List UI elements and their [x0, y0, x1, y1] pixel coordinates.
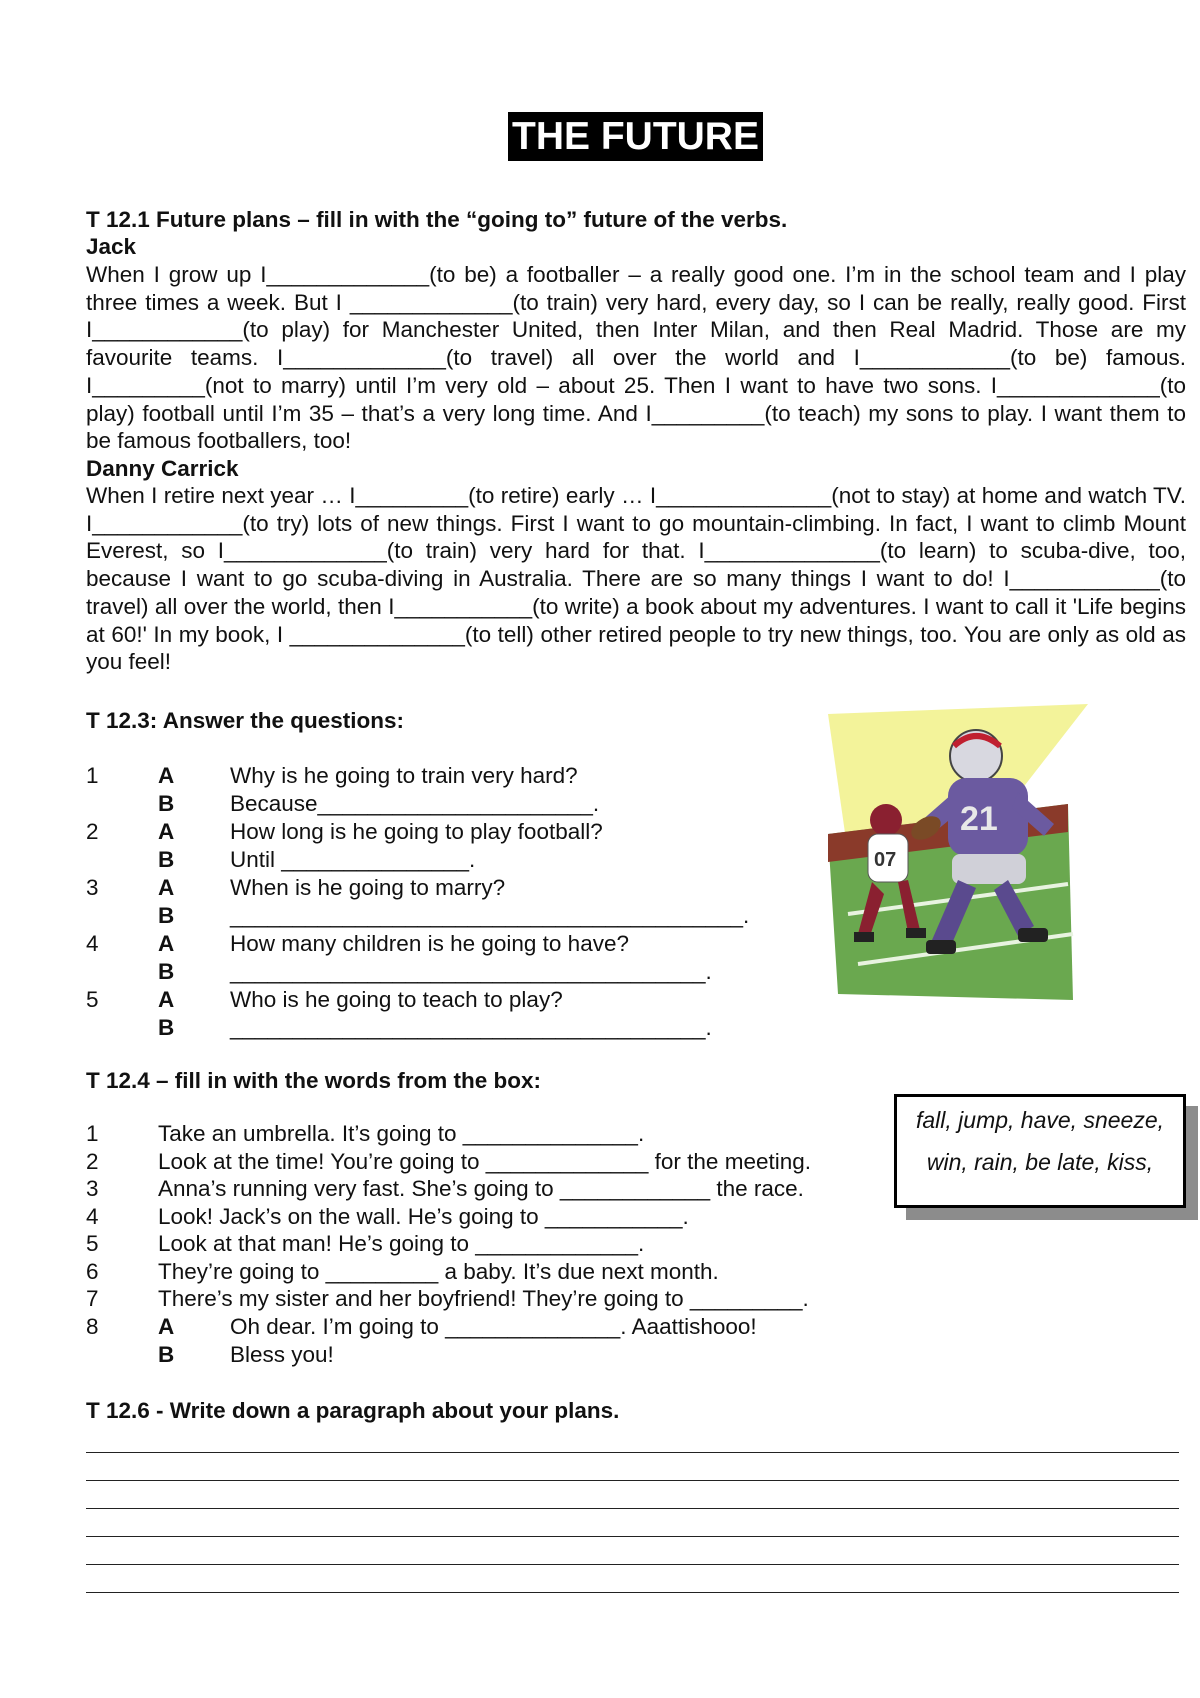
question-number: 3 — [86, 875, 99, 900]
svg-text:07: 07 — [874, 849, 897, 871]
item-number: 5 — [86, 1231, 99, 1256]
question-number: 4 — [86, 931, 99, 956]
item-text: Oh dear. I’m going to ______________. Aaattishooo! — [230, 1314, 757, 1339]
answer-label: B — [158, 903, 175, 928]
football-players-illustration — [828, 704, 1098, 1004]
section-4-heading: T 12.6 - Write down a paragraph about your plans. — [86, 1398, 620, 1423]
answer-label: B — [158, 847, 175, 872]
writing-line — [86, 1508, 1179, 1509]
page-title: THE FUTURE — [508, 112, 763, 161]
question-label: A — [158, 987, 175, 1012]
item-text: Bless you! — [230, 1342, 334, 1367]
word-box-line: win, rain, be late, kiss, — [926, 1149, 1154, 1175]
word-box — [894, 1094, 1186, 1208]
answer-label: B — [158, 791, 175, 816]
answer-text: Because______________________. — [230, 791, 600, 816]
item-text: Take an umbrella. It’s going to ______________. — [158, 1121, 645, 1146]
item-text: Look at that man! He’s going to _____________. — [158, 1231, 645, 1256]
item-number: 7 — [86, 1286, 99, 1311]
item-number: 3 — [86, 1176, 99, 1201]
writing-line — [86, 1592, 1179, 1593]
item-text: There’s my sister and her boyfriend! They’re going to _________. — [158, 1286, 809, 1311]
answer-text: ______________________________________. — [230, 1015, 712, 1040]
item-number: 2 — [86, 1149, 99, 1174]
answer-text: _________________________________________. — [230, 903, 750, 928]
jack-heading: Jack — [86, 234, 137, 259]
item-number: 1 — [86, 1121, 99, 1146]
question-label: A — [158, 931, 175, 956]
danny-heading: Danny Carrick — [86, 456, 239, 481]
item-number: 4 — [86, 1204, 99, 1229]
svg-text:21: 21 — [960, 800, 998, 838]
answer-text: Until _______________. — [230, 847, 476, 872]
writing-line — [86, 1452, 1179, 1453]
dialogue-label: A — [158, 1314, 175, 1339]
section-1-heading: T 12.1 Future plans – fill in with the “going to” future of the verbs. — [86, 207, 788, 232]
question-number: 5 — [86, 987, 99, 1012]
question-number: 1 — [86, 763, 99, 788]
question-text: Why is he going to train very hard? — [230, 763, 578, 788]
item-number: 6 — [86, 1259, 99, 1284]
writing-line — [86, 1536, 1179, 1537]
item-text: Look at the time! You’re going to _____________ for the meeting. — [158, 1149, 811, 1174]
answer-text: ______________________________________. — [230, 959, 712, 984]
jack-paragraph: When I grow up I_____________(to be) a footballer – a really good one. I’m in the school team and I play three times a week. But I _____________(to train) very hard, every day, so I can be really, really good. First I____________(to play) for Manchester United, then Inter Milan, and then Real Madrid. Those are my favourite teams. I_____________(to travel) all over the world and I____________(to be) famous. I_________(not to marry) until I’m very old – about 25. Then I want to have two sons. I_____________(to play) football until I’m 35 – that’s a very long time. And I_________(to teach) my sons to play. I want them to be famous footballers, too! — [86, 262, 1186, 454]
answer-label: B — [158, 959, 175, 984]
danny-paragraph: When I retire next year … I_________(to retire) early … I______________(not to stay) at home and watch TV. I____________(to try) lots of new things. First I want to go mountain-climbing. In fact, I want to climb Mount Everest, so I_____________(to train) very hard for that. I______________(to learn) to scuba-dive, too, because I want to go scuba-diving in Australia. There are so many things I want to do! I____________(to travel) all over the world, then I___________(to write) a book about my adventures. I want to call it 'Life begins at 60!' In my book, I ______________(to tell) other retired people to try new things, too. You are only as old as you feel! — [86, 483, 1186, 675]
section-3-heading: T 12.4 – fill in with the words from the box: — [86, 1068, 542, 1093]
question-text: How long is he going to play football? — [230, 819, 603, 844]
question-text: When is he going to marry? — [230, 875, 506, 900]
question-label: A — [158, 763, 175, 788]
writing-line — [86, 1564, 1179, 1565]
question-label: A — [158, 819, 175, 844]
item-text: Anna’s running very fast. She’s going to ____________ the race. — [158, 1176, 804, 1201]
question-number: 2 — [86, 819, 99, 844]
writing-line — [86, 1480, 1179, 1481]
question-text: How many children is he going to have? — [230, 931, 629, 956]
answer-label: B — [158, 1015, 175, 1040]
dialogue-label: B — [158, 1342, 175, 1367]
item-text: They’re going to _________ a baby. It’s due next month. — [158, 1259, 719, 1284]
question-label: A — [158, 875, 175, 900]
item-number: 8 — [86, 1314, 99, 1339]
item-text: Look! Jack’s on the wall. He’s going to ___________. — [158, 1204, 689, 1229]
section-2-heading: T 12.3: Answer the questions: — [86, 708, 404, 733]
word-box-line: fall, jump, have, sneeze, — [915, 1107, 1165, 1133]
question-text: Who is he going to teach to play? — [230, 987, 563, 1012]
